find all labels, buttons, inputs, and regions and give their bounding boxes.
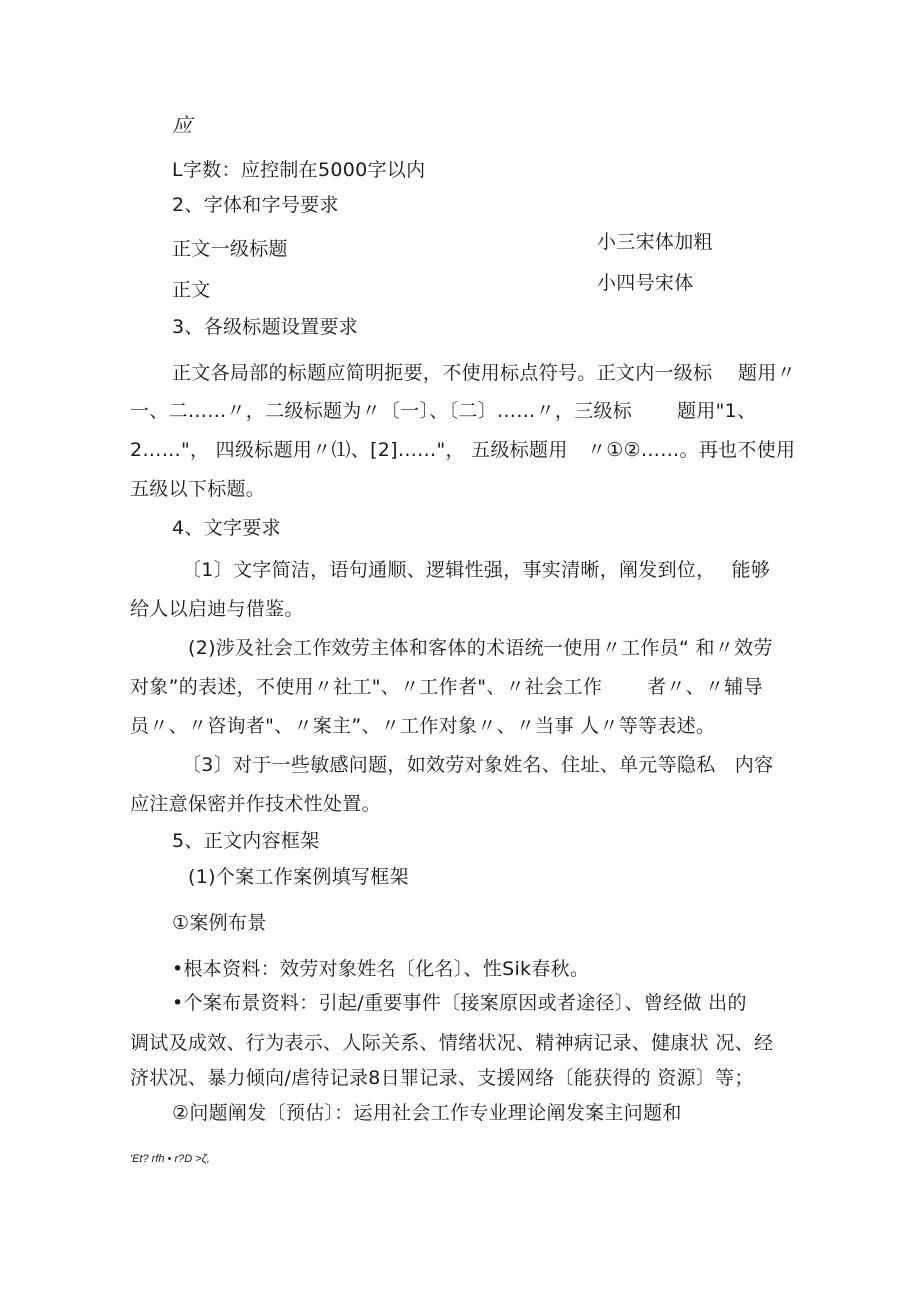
section-3-para-line: 一、二……〃，二级标题为〃〔一〕、〔二〕……〃，三级标 题用"1、 <box>130 400 757 422</box>
footer-garbled-text: 'Et? rfh • r?D >ζ, <box>130 1153 210 1165</box>
section-4-title: 4、文字要求 <box>172 517 281 539</box>
case-background-title: ①案例布景 <box>172 912 267 934</box>
basic-info-line: •根本资料：效劳对象姓名〔化名〕、性Sik春秋。 <box>172 958 590 980</box>
section-4-item-1-line: 〔1〕文字简洁，语句通顺、逻辑性强，事实清晰，阐发到位， 能够 <box>182 559 771 581</box>
section-4-item-2-line: 对象”的表述，不使用〃社工"、〃工作者"、〃社会工作 者〃、〃辅导 <box>130 676 763 698</box>
font-row-1-label: 正文一级标题 <box>172 238 288 260</box>
font-row-1-value: 小三宋体加粗 <box>597 231 713 253</box>
problem-analysis-line: ②问题阐发〔预估〕：运用社会工作专业理论阐发案主问题和 <box>172 1102 682 1124</box>
section-4-item-1-line: 给人以启迪与借鉴。 <box>130 598 304 620</box>
font-row-2-label: 正文 <box>172 279 211 301</box>
word-count-line: L字数：应控制在5000字以内 <box>172 159 426 181</box>
header-char: 应 <box>172 113 193 137</box>
section-4-item-2-line: 员〃、〃咨询者"、〃案主”、〃工作对象〃、〃当事 人〃等等表述。 <box>130 715 716 737</box>
case-background-para-line: •个案布景资料：引起/重要事件〔接案原因或者途径〕、曾经做 出的 <box>172 992 747 1014</box>
section-5-title: 5、正文内容框架 <box>172 830 320 852</box>
section-3-para-line: 五级以下标题。 <box>130 478 266 500</box>
section-3-para-line: 2……"， 四级标题用〃⑴、[2]……"， 五级标题用 〃①②……。再也不使用 <box>130 439 796 461</box>
font-row-2-value: 小四号宋体 <box>597 272 694 294</box>
section-5-subtitle: (1)个案工作案例填写框架 <box>188 866 409 888</box>
section-4-item-2-line: (2)涉及社会工作效劳主体和客体的术语统一使用〃工作员“ 和〃效劳 <box>188 637 773 659</box>
case-background-para-line: 济状况、暴力倾向/虐待记录8日罪记录、支援网络〔能获得的 资源〕等； <box>130 1067 754 1089</box>
case-background-para-line: 调试及成效、行为表示、人际关系、情绪状况、精神病记录、健康状 况、经 <box>130 1032 774 1054</box>
section-3-title: 3、各级标题设置要求 <box>172 316 359 338</box>
section-4-item-3-line: 〔3〕对于一些敏感问题，如效劳对象姓名、住址、单元等隐私 内容 <box>182 754 774 776</box>
section-4-item-3-line: 应注意保密并作技术性处置。 <box>130 793 381 815</box>
section-2-title: 2、字体和字号要求 <box>172 194 339 216</box>
section-3-para-line: 正文各局部的标题应简明扼要，不使用标点符号。正文内一级标 题用〃 <box>172 362 796 384</box>
